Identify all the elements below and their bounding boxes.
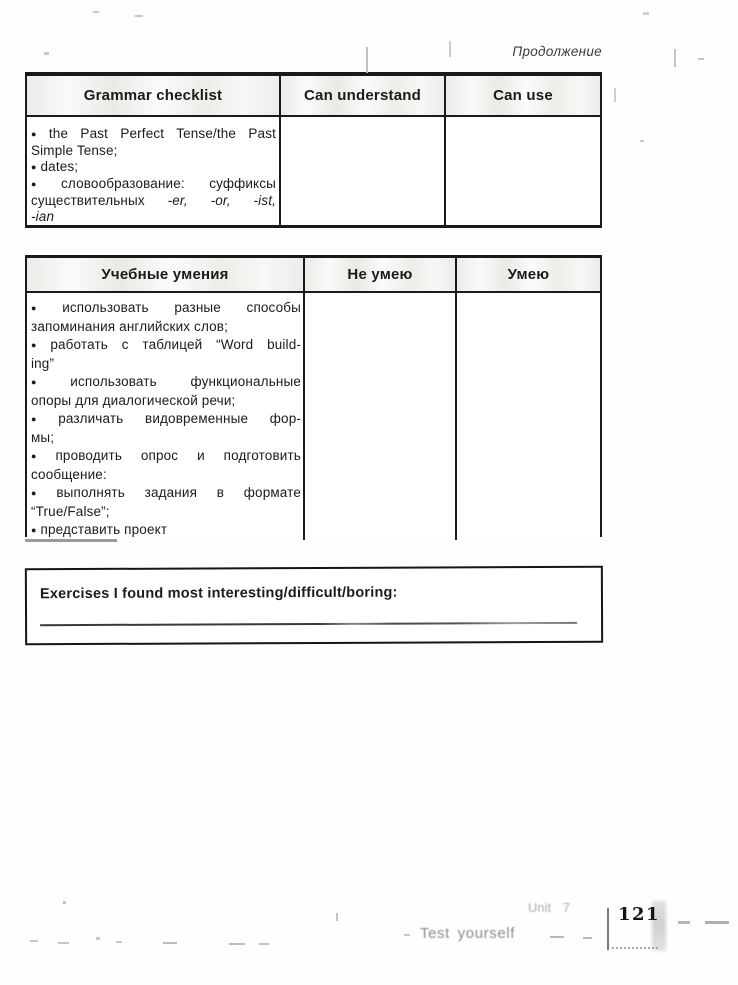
unit-label: Unit 7 [528, 900, 570, 915]
skills-list-cell [27, 293, 303, 540]
continuation-label: Продолжение [512, 44, 602, 59]
line-text: представить проект [40, 522, 168, 537]
line-text: использовать функциональные [70, 374, 301, 389]
text-line: Simple Tense; [31, 143, 118, 158]
header-uchebnye-umeniya: Учебные умения [27, 258, 303, 291]
bullet-icon: ● [31, 162, 37, 172]
scan-noise [63, 901, 66, 904]
scan-noise [705, 921, 729, 924]
text-line [31, 373, 301, 392]
line-text: существительных [31, 193, 145, 208]
text-line [31, 484, 301, 503]
line-text: различать видовременные фор- [58, 411, 301, 426]
scan-noise [674, 49, 676, 67]
bullet-icon: ● [31, 377, 37, 387]
grammar-skills-cell [27, 117, 279, 225]
line-text: выполнять задания в формате [56, 485, 302, 500]
text-line [31, 299, 301, 318]
line-text: dates; [40, 159, 79, 174]
can-understand-empty-cell [279, 117, 444, 225]
suffixes-italic-text: -er, -or, -ist, [167, 193, 276, 208]
scan-noise [678, 921, 690, 924]
line-text: the Past Perfect Tense/the Past [48, 126, 277, 141]
text-line [31, 159, 276, 176]
scan-noise [30, 940, 38, 942]
bullet-icon: ● [31, 340, 37, 350]
line-text: проводить опрос и подготовить [55, 448, 301, 463]
text-line [31, 193, 276, 209]
header-can-understand: Can understand [279, 76, 444, 115]
scan-noise [583, 937, 592, 939]
grammar-checklist-table [25, 72, 602, 228]
scan-noise [336, 913, 338, 921]
scan-noise [135, 15, 143, 17]
header-ne-umeyu: Не умею [303, 258, 455, 291]
can-use-empty-cell [444, 117, 600, 225]
exercises-box [25, 566, 603, 646]
scan-noise [366, 47, 368, 73]
scan-noise [550, 936, 564, 938]
answer-blank-line [40, 622, 577, 626]
page-number-divider [607, 908, 609, 950]
text-line: сообщение: [31, 467, 107, 482]
scan-noise [58, 942, 69, 944]
scan-noise [614, 88, 616, 102]
scan-noise [404, 934, 410, 936]
text-line: мы; [31, 430, 55, 445]
grammar-table-header-row [27, 76, 600, 117]
text-line: запоминания английских слов; [31, 319, 229, 334]
text-line: ing” [31, 356, 55, 371]
scan-noise [163, 942, 177, 944]
text-line [31, 447, 301, 466]
scan-noise [259, 943, 269, 945]
text-line: “True/False”; [31, 504, 110, 519]
bullet-icon: ● [31, 414, 37, 424]
grammar-table-body-row [27, 117, 600, 225]
line-text: использовать разные способы [62, 300, 302, 315]
scan-noise [612, 947, 658, 949]
scan-noise [229, 943, 245, 945]
section-title-label: Test yourself [420, 925, 515, 942]
scan-noise [25, 539, 117, 542]
skills-table-header-row [27, 258, 600, 293]
page-number: 121 [618, 904, 661, 925]
bullet-icon: ● [31, 488, 37, 498]
text-line: -ian [31, 209, 55, 224]
scan-noise [93, 11, 99, 13]
umeyu-empty-cell [455, 293, 600, 540]
learning-skills-table [25, 255, 602, 537]
ne-umeyu-empty-cell [303, 293, 455, 540]
text-line [31, 176, 276, 193]
skills-table-body-row [27, 293, 600, 540]
text-line [31, 521, 301, 540]
bullet-icon: ● [31, 303, 37, 313]
exercises-title: Exercises I found most interesting/difficult/boring: [39, 584, 398, 603]
header-umeyu: Умею [455, 258, 600, 291]
text-line [31, 336, 301, 355]
text-line: опоры для диалогической речи; [31, 393, 236, 408]
scan-noise [449, 41, 451, 57]
scan-noise [96, 937, 100, 940]
scan-noise [116, 941, 122, 943]
scan-noise [698, 58, 704, 60]
bullet-icon: ● [31, 129, 37, 139]
scan-noise [44, 52, 49, 55]
header-grammar-checklist: Grammar checklist [27, 76, 279, 115]
text-line [31, 126, 276, 143]
scan-noise [640, 140, 644, 142]
header-can-use: Can use [444, 76, 600, 115]
text-line [31, 410, 301, 429]
scan-noise [643, 12, 649, 15]
bullet-icon: ● [31, 451, 37, 461]
bullet-icon: ● [31, 525, 37, 535]
bullet-icon: ● [31, 179, 37, 189]
line-text: словообразование: суффиксы [61, 176, 277, 191]
line-text: работать с таблицей “Word build- [50, 337, 301, 352]
